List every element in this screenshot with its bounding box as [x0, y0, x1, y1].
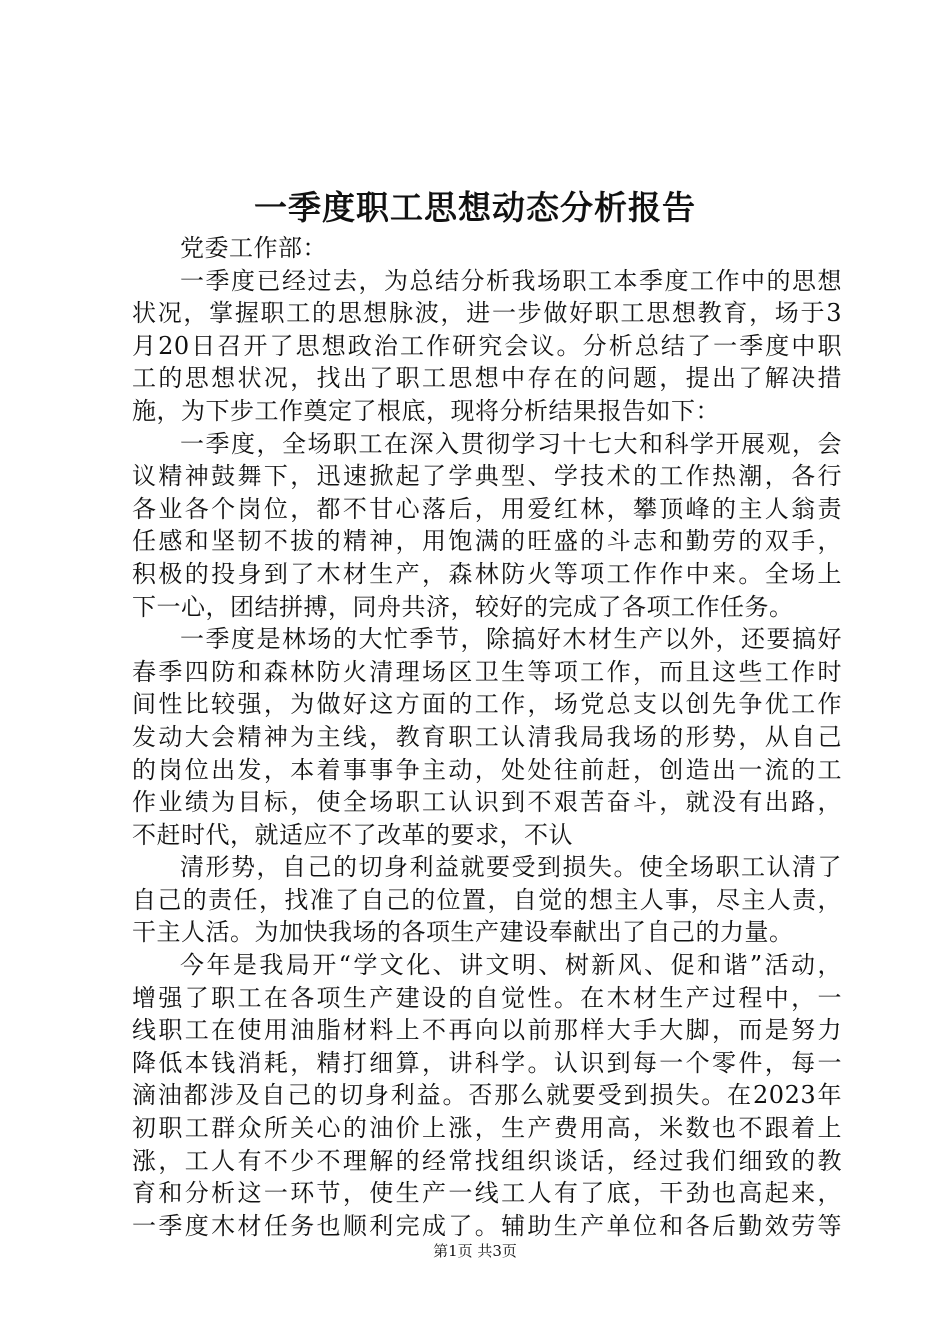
text-line: 下一心，团结拼搏，同舟共济，较好的完成了各项工作任务。 — [132, 592, 794, 621]
text-line: 一季度已经过去，为总结分析我场职工本季度工作中的思想 — [180, 266, 842, 295]
text-line: 不赶时代，就适应不了改革的要求，不认 — [132, 820, 573, 849]
text-line: 线职工在使用油脂材料上不再向以前那样大手大脚，而是努力 — [132, 1016, 842, 1045]
text-line: 初职工群众所关心的油价上涨，生产费用高，米数也不跟着上 — [132, 1114, 842, 1143]
text-line: 增强了职工在各项生产建设的自觉性。在木材生产过程中，一 — [132, 983, 842, 1012]
text-line: 滴油都涉及自己的切身利益。否那么就要受到损失。在2023年 — [132, 1081, 842, 1110]
text-line: 自己的责任，找准了自己的位置，自觉的想主人事，尽主人责， — [132, 885, 842, 914]
text-line: 清形势，自己的切身利益就要受到损失。使全场职工认清了 — [180, 853, 842, 882]
document-title: 一季度职工思想动态分析报告 — [254, 188, 696, 227]
page-footer: 第1页 共3页 — [433, 1242, 517, 1260]
text-line: 状况，掌握职工的思想脉波，进一步做好职工思想教育，场于3 — [132, 299, 842, 328]
text-line: 积极的投身到了木材生产，森林防火等项工作作中来。全场上 — [132, 559, 842, 588]
text-line: 一季度，全场职工在深入贯彻学习十七大和科学开展观，会 — [180, 429, 842, 458]
text-line: 降低本钱消耗，精打细算，讲科学。认识到每一个零件，每一 — [132, 1048, 842, 1077]
text-line: 今年是我局开“学文化、讲文明、树新风、促和谐”活动， — [180, 951, 842, 980]
text-line: 议精神鼓舞下，迅速掀起了学典型、学技术的工作热潮，各行 — [132, 462, 842, 491]
text-line: 春季四防和森林防火清理场区卫生等项工作，而且这些工作时 — [132, 657, 842, 686]
text-line: 的岗位出发，本着事事争主动，处处往前赶，创造出一流的工 — [132, 755, 842, 784]
text-line: 作业绩为目标，使全场职工认识到不艰苦奋斗，就没有出路， — [132, 788, 842, 817]
text-line: 干主人活。为加快我场的各项生产建设奉献出了自己的力量。 — [132, 918, 794, 947]
document-body — [132, 232, 842, 1242]
text-line: 任感和坚韧不拔的精神，用饱满的旺盛的斗志和勤劳的双手， — [132, 527, 842, 556]
text-line: 发动大会精神为主线，教育职工认清我局我场的形势，从自己 — [132, 722, 842, 751]
text-line: 各业各个岗位，都不甘心落后，用爱红林，攀顶峰的主人翁责 — [132, 494, 842, 523]
text-line: 工的思想状况，找出了职工思想中存在的问题，提出了解决措 — [132, 364, 842, 393]
text-line: 一季度木材任务也顺利完成了。辅助生产单位和各后勤效劳等 — [132, 1211, 842, 1240]
text-line: 涨，工人有不少不理解的经常找组织谈话，经过我们细致的教 — [132, 1146, 842, 1175]
text-line: 育和分析这一环节，使生产一线工人有了底，干劲也高起来， — [132, 1179, 842, 1208]
text-line: 一季度是林场的大忙季节，除搞好木材生产以外，还要搞好 — [180, 625, 842, 654]
text-line: 施，为下步工作奠定了根底，现将分析结果报告如下： — [132, 396, 720, 425]
text-line: 月20日召开了思想政治工作研究会议。分析总结了一季度中职 — [132, 331, 842, 360]
text-line: 间性比较强，为做好这方面的工作，场党总支以创先争优工作 — [132, 690, 842, 719]
text-line: 党委工作部： — [180, 234, 327, 262]
